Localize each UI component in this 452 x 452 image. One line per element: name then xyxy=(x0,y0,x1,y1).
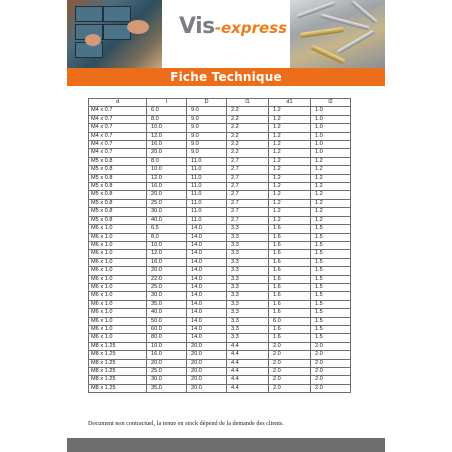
table-cell: 80.0 xyxy=(147,334,187,342)
table-row xyxy=(89,283,351,291)
table-cell: 10.0 xyxy=(147,124,187,132)
table-cell: 11.0 xyxy=(187,157,227,165)
table-cell: 20.0 xyxy=(187,376,227,384)
table-cell: 1.5 xyxy=(311,267,351,275)
table-row xyxy=(89,250,351,258)
table-row xyxy=(89,107,351,115)
column-header: D xyxy=(187,99,227,107)
title-bar xyxy=(67,68,385,86)
table-cell: M8 x 1.25 xyxy=(89,351,147,359)
table-cell: 1.2 xyxy=(269,115,311,123)
table-cell: 16.0 xyxy=(147,258,187,266)
table-cell: 1.5 xyxy=(311,233,351,241)
table-cell: 1.2 xyxy=(269,149,311,157)
table-cell: 9.0 xyxy=(187,115,227,123)
column-header: d xyxy=(89,99,147,107)
table-cell: 25.0 xyxy=(147,368,187,376)
table-cell: 2.2 xyxy=(227,149,269,157)
table-cell: 1.2 xyxy=(311,208,351,216)
table-cell: 2.0 xyxy=(311,359,351,367)
table-row xyxy=(89,300,351,308)
table-cell: 1.2 xyxy=(311,166,351,174)
table-cell: 1.2 xyxy=(269,132,311,140)
table-cell: 20.0 xyxy=(147,191,187,199)
table-cell: 2.2 xyxy=(227,132,269,140)
table-cell: 20.0 xyxy=(147,149,187,157)
table-cell: 8.0 xyxy=(147,115,187,123)
table-cell: 1.2 xyxy=(311,157,351,165)
table-cell: 14.0 xyxy=(187,283,227,291)
table-cell: 9.0 xyxy=(187,141,227,149)
table-cell: 60.0 xyxy=(147,325,187,333)
table-cell: 4.4 xyxy=(227,384,269,392)
table-cell: M5 x 0.8 xyxy=(89,208,147,216)
table-cell: 1.5 xyxy=(311,317,351,325)
table-cell: 3.3 xyxy=(227,233,269,241)
table-cell: 12.0 xyxy=(147,174,187,182)
logo-suffix: -express xyxy=(214,19,288,37)
table-cell: 1.2 xyxy=(269,107,311,115)
table-cell: M6 x 1.0 xyxy=(89,241,147,249)
table-cell: 2.0 xyxy=(311,384,351,392)
table-cell: M5 x 0.8 xyxy=(89,157,147,165)
table-cell: 1.0 xyxy=(311,115,351,123)
vis-express-logo xyxy=(179,14,289,54)
table-cell: 3.3 xyxy=(227,250,269,258)
table-row xyxy=(89,384,351,392)
table-cell: 2.0 xyxy=(269,359,311,367)
table-cell: 1.2 xyxy=(269,199,311,207)
table-cell: 2.7 xyxy=(227,183,269,191)
table-cell: 1.2 xyxy=(269,174,311,182)
table-row xyxy=(89,149,351,157)
table-cell: 2.2 xyxy=(227,115,269,123)
table-row xyxy=(89,359,351,367)
table-cell: 1.2 xyxy=(269,183,311,191)
table-cell: 2.0 xyxy=(311,342,351,350)
table-cell: 14.0 xyxy=(187,241,227,249)
table-cell: 1.6 xyxy=(269,225,311,233)
table-cell: M4 x 0.7 xyxy=(89,107,147,115)
table-cell: M4 x 0.7 xyxy=(89,141,147,149)
table-cell: 11.0 xyxy=(187,208,227,216)
table-cell: 2.0 xyxy=(269,376,311,384)
table-row xyxy=(89,292,351,300)
table-cell: 9.0 xyxy=(187,132,227,140)
table-cell: 2.7 xyxy=(227,191,269,199)
table-cell: 8.0 xyxy=(147,157,187,165)
column-header: d1 xyxy=(269,99,311,107)
table-cell: 1.2 xyxy=(269,124,311,132)
table-row xyxy=(89,241,351,249)
column-header: l2 xyxy=(311,99,351,107)
table-cell: M8 x 1.25 xyxy=(89,384,147,392)
table-cell: 3.3 xyxy=(227,292,269,300)
table-cell: M6 x 1.0 xyxy=(89,292,147,300)
table-cell: 11.0 xyxy=(187,191,227,199)
table-cell: M8 x 1.25 xyxy=(89,359,147,367)
table-cell: 1.6 xyxy=(269,258,311,266)
table-cell: M6 x 1.0 xyxy=(89,309,147,317)
table-cell: 1.0 xyxy=(311,124,351,132)
table-cell: 3.3 xyxy=(227,275,269,283)
table-cell: 11.0 xyxy=(187,216,227,224)
tech-sheet xyxy=(67,0,385,452)
table-cell: 14.0 xyxy=(187,225,227,233)
table-cell: 2.0 xyxy=(269,351,311,359)
table-cell: 3.3 xyxy=(227,241,269,249)
table-cell: 1.6 xyxy=(269,325,311,333)
table-cell: 1.2 xyxy=(311,216,351,224)
table-cell: 3.3 xyxy=(227,325,269,333)
table-row xyxy=(89,351,351,359)
table-row xyxy=(89,141,351,149)
table-cell: 6.5 xyxy=(147,225,187,233)
table-cell: 1.6 xyxy=(269,250,311,258)
table-cell: 8.0 xyxy=(147,233,187,241)
table-cell: 10.0 xyxy=(147,166,187,174)
table-cell: 40.0 xyxy=(147,309,187,317)
table-cell: 1.5 xyxy=(311,325,351,333)
table-cell: 12.0 xyxy=(147,250,187,258)
table-cell: 2.2 xyxy=(227,124,269,132)
table-cell: 9.0 xyxy=(187,149,227,157)
table-cell: 14.0 xyxy=(187,309,227,317)
table-cell: 9.0 xyxy=(187,124,227,132)
table-cell: M5 x 0.8 xyxy=(89,183,147,191)
table-cell: 1.6 xyxy=(269,292,311,300)
table-cell: 1.2 xyxy=(311,183,351,191)
table-cell: M6 x 1.0 xyxy=(89,267,147,275)
table-cell: 2.0 xyxy=(311,368,351,376)
table-cell: M5 x 0.8 xyxy=(89,199,147,207)
table-row xyxy=(89,225,351,233)
table-cell: 14.0 xyxy=(187,325,227,333)
table-cell: 30.0 xyxy=(147,208,187,216)
table-cell: 2.7 xyxy=(227,199,269,207)
table-cell: 1.6 xyxy=(269,233,311,241)
table-cell: 20.0 xyxy=(147,359,187,367)
table-cell: 2.0 xyxy=(311,376,351,384)
table-row xyxy=(89,199,351,207)
header-banner xyxy=(67,0,385,68)
table-cell: 1.6 xyxy=(269,241,311,249)
table-cell: 25.0 xyxy=(147,283,187,291)
table-cell: 11.0 xyxy=(187,174,227,182)
table-cell: 2.7 xyxy=(227,216,269,224)
table-cell: 14.0 xyxy=(187,317,227,325)
table-row xyxy=(89,124,351,132)
table-row xyxy=(89,334,351,342)
table-cell: M6 x 1.0 xyxy=(89,233,147,241)
table-cell: 11.0 xyxy=(187,183,227,191)
table-cell: 1.2 xyxy=(269,208,311,216)
table-cell: M6 x 1.0 xyxy=(89,250,147,258)
table-cell: 9.0 xyxy=(187,107,227,115)
table-cell: M5 x 0.8 xyxy=(89,216,147,224)
disclaimer-note: Document non contractuel, la tenue en stock dépend de la demande des clients. xyxy=(88,420,284,427)
table-cell: 22.0 xyxy=(147,275,187,283)
table-cell: 1.5 xyxy=(311,334,351,342)
table-cell: M6 x 1.0 xyxy=(89,275,147,283)
table-cell: 3.3 xyxy=(227,267,269,275)
table-cell: 2.7 xyxy=(227,157,269,165)
table-cell: 20.0 xyxy=(187,384,227,392)
table-cell: 35.0 xyxy=(147,384,187,392)
table-cell: 14.0 xyxy=(187,233,227,241)
table-cell: 3.3 xyxy=(227,300,269,308)
table-cell: 20.0 xyxy=(187,342,227,350)
table-cell: M4 x 0.7 xyxy=(89,124,147,132)
table-cell: 11.0 xyxy=(187,166,227,174)
table-cell: 1.2 xyxy=(269,216,311,224)
table-cell: 14.0 xyxy=(187,300,227,308)
page-title: Fiche Technique xyxy=(170,70,282,84)
table-cell: 2.0 xyxy=(269,384,311,392)
table-cell: M4 x 0.7 xyxy=(89,115,147,123)
table-row xyxy=(89,325,351,333)
table-cell: 1.6 xyxy=(269,300,311,308)
table-cell: M5 x 0.8 xyxy=(89,191,147,199)
spec-table xyxy=(88,98,351,393)
table-cell: 3.3 xyxy=(227,334,269,342)
table-cell: 30.0 xyxy=(147,376,187,384)
table-row xyxy=(89,342,351,350)
table-cell: M6 x 1.0 xyxy=(89,317,147,325)
table-cell: 11.0 xyxy=(187,199,227,207)
table-cell: 10.0 xyxy=(147,241,187,249)
table-cell: 1.0 xyxy=(311,149,351,157)
table-row xyxy=(89,258,351,266)
table-row xyxy=(89,191,351,199)
table-cell: 2.7 xyxy=(227,208,269,216)
table-cell: M8 x 1.25 xyxy=(89,376,147,384)
table-row xyxy=(89,368,351,376)
table-cell: 4.4 xyxy=(227,351,269,359)
table-cell: 1.0 xyxy=(311,132,351,140)
table-cell: 20.0 xyxy=(187,351,227,359)
table-row xyxy=(89,157,351,165)
table-cell: 35.0 xyxy=(147,300,187,308)
table-cell: 1.2 xyxy=(269,157,311,165)
table-cell: 3.3 xyxy=(227,258,269,266)
table-cell: 1.0 xyxy=(311,107,351,115)
table-row xyxy=(89,174,351,182)
table-row xyxy=(89,115,351,123)
table-cell: 50.0 xyxy=(147,317,187,325)
table-cell: 1.5 xyxy=(311,309,351,317)
table-cell: 1.5 xyxy=(311,250,351,258)
table-cell: 3.3 xyxy=(227,283,269,291)
table-cell: M6 x 1.0 xyxy=(89,300,147,308)
table-header-row xyxy=(89,99,351,107)
table-cell: 1.6 xyxy=(269,283,311,291)
table-cell: 2.7 xyxy=(227,174,269,182)
table-cell: M5 x 0.8 xyxy=(89,166,147,174)
table-cell: 14.0 xyxy=(187,334,227,342)
table-row xyxy=(89,132,351,140)
logo-brand: Vis xyxy=(179,14,215,39)
column-header: l1 xyxy=(227,99,269,107)
table-cell: 2.7 xyxy=(227,166,269,174)
table-cell: M6 x 1.0 xyxy=(89,334,147,342)
table-cell: 14.0 xyxy=(187,258,227,266)
table-cell: M4 x 0.7 xyxy=(89,149,147,157)
table-cell: 2.0 xyxy=(269,368,311,376)
table-cell: 6.0 xyxy=(269,317,311,325)
table-cell: M4 x 0.7 xyxy=(89,132,147,140)
table-cell: 1.2 xyxy=(269,191,311,199)
table-cell: 1.5 xyxy=(311,258,351,266)
table-row xyxy=(89,216,351,224)
table-cell: M6 x 1.0 xyxy=(89,283,147,291)
table-cell: 1.2 xyxy=(311,191,351,199)
table-row xyxy=(89,376,351,384)
table-cell: 1.5 xyxy=(311,241,351,249)
table-cell: 20.0 xyxy=(187,368,227,376)
table-cell: 4.4 xyxy=(227,376,269,384)
table-cell: 3.3 xyxy=(227,317,269,325)
table-cell: 20.0 xyxy=(147,267,187,275)
footer-bar xyxy=(67,438,385,452)
table-row xyxy=(89,275,351,283)
table-cell: 10.0 xyxy=(147,342,187,350)
table-cell: 1.2 xyxy=(269,141,311,149)
column-header: l xyxy=(147,99,187,107)
table-cell: 4.4 xyxy=(227,342,269,350)
table-cell: 1.6 xyxy=(269,334,311,342)
toolbox-photo xyxy=(67,0,162,68)
table-cell: 14.0 xyxy=(187,250,227,258)
table-cell: 14.0 xyxy=(187,292,227,300)
table-cell: 2.0 xyxy=(311,351,351,359)
table-row xyxy=(89,183,351,191)
table-cell: 2.0 xyxy=(269,342,311,350)
table-row xyxy=(89,317,351,325)
table-cell: 1.5 xyxy=(311,275,351,283)
table-cell: 4.4 xyxy=(227,359,269,367)
table-row xyxy=(89,208,351,216)
table-cell: M5 x 0.8 xyxy=(89,174,147,182)
table-cell: M8 x 1.25 xyxy=(89,368,147,376)
table-cell: 2.2 xyxy=(227,141,269,149)
table-cell: 30.0 xyxy=(147,292,187,300)
table-cell: 1.0 xyxy=(311,141,351,149)
table-cell: 1.5 xyxy=(311,283,351,291)
table-cell: 12.0 xyxy=(147,132,187,140)
table-cell: 25.0 xyxy=(147,199,187,207)
table-row xyxy=(89,309,351,317)
table-cell: 16.0 xyxy=(147,141,187,149)
table-cell: 1.5 xyxy=(311,292,351,300)
table-cell: 16.0 xyxy=(147,351,187,359)
table-cell: 14.0 xyxy=(187,267,227,275)
table-cell: M8 x 1.25 xyxy=(89,342,147,350)
table-row xyxy=(89,166,351,174)
table-cell: 1.5 xyxy=(311,225,351,233)
table-row xyxy=(89,267,351,275)
table-cell: 1.2 xyxy=(269,166,311,174)
table-cell: 1.2 xyxy=(311,174,351,182)
table-cell: 1.6 xyxy=(269,267,311,275)
table-cell: 3.3 xyxy=(227,309,269,317)
table-cell: 2.2 xyxy=(227,107,269,115)
table-cell: M6 x 1.0 xyxy=(89,258,147,266)
table-cell: 4.4 xyxy=(227,368,269,376)
table-cell: M6 x 1.0 xyxy=(89,225,147,233)
table-row xyxy=(89,233,351,241)
table-cell: 6.0 xyxy=(147,107,187,115)
table-cell: 3.3 xyxy=(227,225,269,233)
table-cell: 20.0 xyxy=(187,359,227,367)
table-cell: 1.6 xyxy=(269,275,311,283)
table-cell: 1.6 xyxy=(269,309,311,317)
table-cell: 16.0 xyxy=(147,183,187,191)
table-cell: 14.0 xyxy=(187,275,227,283)
screws-photo xyxy=(290,0,385,68)
table-body xyxy=(89,107,351,393)
table-cell: 40.0 xyxy=(147,216,187,224)
table-cell: M6 x 1.0 xyxy=(89,325,147,333)
table-cell: 1.5 xyxy=(311,300,351,308)
table-cell: 1.2 xyxy=(311,199,351,207)
